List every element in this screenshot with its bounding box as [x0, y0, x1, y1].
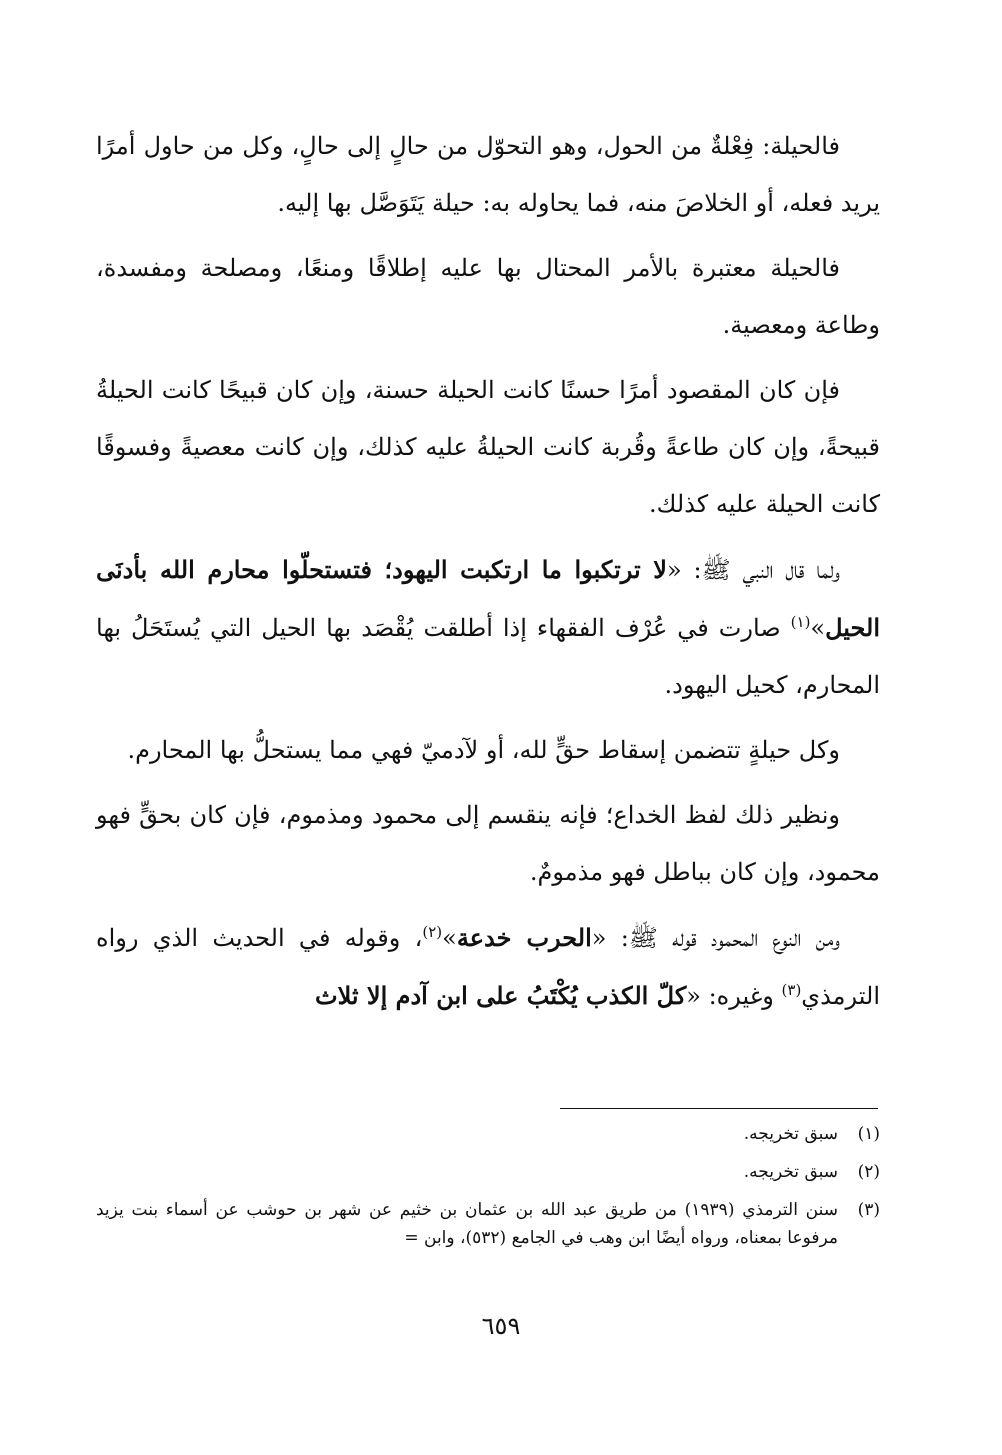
paragraph-5: وكل حيلةٍ تتضمن إسقاط حقٍّ لله، أو لآدميّ فهي مما يستحلُّ بها المحارم.: [127, 736, 840, 764]
footnote-text: سبق تخريجه.: [743, 1162, 838, 1182]
footnote-ref-3[interactable]: (٣): [781, 981, 802, 999]
footnote-number: (١): [857, 1124, 880, 1144]
hadith-quote: لا ترتكبوا ما ارتكبت اليهود؛ فتستحلّوا محارم الله بأدنَى الحيل: [96, 555, 880, 642]
quote-close-mark: »: [810, 614, 826, 642]
footnote-text: سبق تخريجه.: [743, 1124, 838, 1144]
footnote-3: [96, 1196, 880, 1252]
paragraph-3: فإن كان المقصود أمرًا حسنًا كانت الحيلة حسنة، وإن كان قبيحًا كانت الحيلةُ قبيحةً، وإن كان طاعةً وقُربة كانت الحيلةُ عليه كذلك، وإن كانت معصيةً وفسوقًا كانت الحيلة عليه كذلك.: [96, 376, 880, 518]
footnote-separator: [560, 1108, 878, 1109]
main-text: [96, 118, 880, 1025]
paragraph-4-rest: صارت في عُرْف الفقهاء إذا أطلقت يُقْصَد بها الحيل التي يُستَحَلُ بها المحارم، كحيل اليهود.: [96, 614, 880, 699]
paragraph-2: فالحيلة معتبرة بالأمر المحتال بها عليه إطلاقًا ومنعًا، ومصلحة ومفسدة، وطاعة ومعصية.: [96, 254, 880, 339]
paragraph-4-intro: ولما قال النبي ﷺ: «: [666, 556, 840, 584]
quote-close-mark: »: [442, 924, 457, 952]
paragraph-7: [96, 909, 880, 1025]
footnote-2: [96, 1158, 880, 1186]
paragraph-7-middle: ، وقوله في الحديث الذي رواه الترمذي: [96, 924, 880, 1010]
hadith-quote: الحرب خدعة: [456, 923, 592, 952]
paragraph-1: فالحيلة: فِعْلةٌ من الحول، وهو التحوّل من حالٍ إلى حالٍ، وكل من حاول أمرًا يريد فعله، أو الخلاصَ منه، فما يحاوله به: حيلة يَتَوَصَّل بها إليه.: [96, 132, 880, 217]
footnote-number: (٢): [857, 1162, 880, 1182]
paragraph-7-intro: ومن النوع المحمود قوله ﷺ: «: [591, 924, 840, 952]
paragraph-6: ونظير ذلك لفظ الخداع؛ فإنه ينقسم إلى محمود ومذموم، فإن كان بحقٍّ فهو محمود، وإن كان بباطل فهو مذمومٌ.: [96, 801, 880, 886]
footnotes: [96, 1120, 880, 1262]
paragraph-7-tail: وغيره: «: [686, 982, 782, 1010]
footnote-text: سنن الترمذي (١٩٣٩) من طريق عبد الله بن عثمان بن خثيم عن شهر بن حوشب عن أسماء بنت يزيد مرفوعا بمعناه، ورواه أيضًا ابن وهب في الجامع (٥٣٢)، وابن =: [96, 1200, 838, 1248]
footnote-1: [96, 1120, 880, 1148]
footnote-ref-1[interactable]: (١): [790, 613, 811, 631]
hadith-quote: كلّ الكذب يُكْتَبُ على ابن آدم إلا ثلاث: [314, 981, 687, 1010]
paragraph-4: [96, 541, 880, 714]
page-number: ٦٥٩: [481, 1312, 521, 1340]
footnote-ref-2[interactable]: (٢): [422, 923, 443, 941]
footnote-number: (٣): [857, 1200, 880, 1220]
